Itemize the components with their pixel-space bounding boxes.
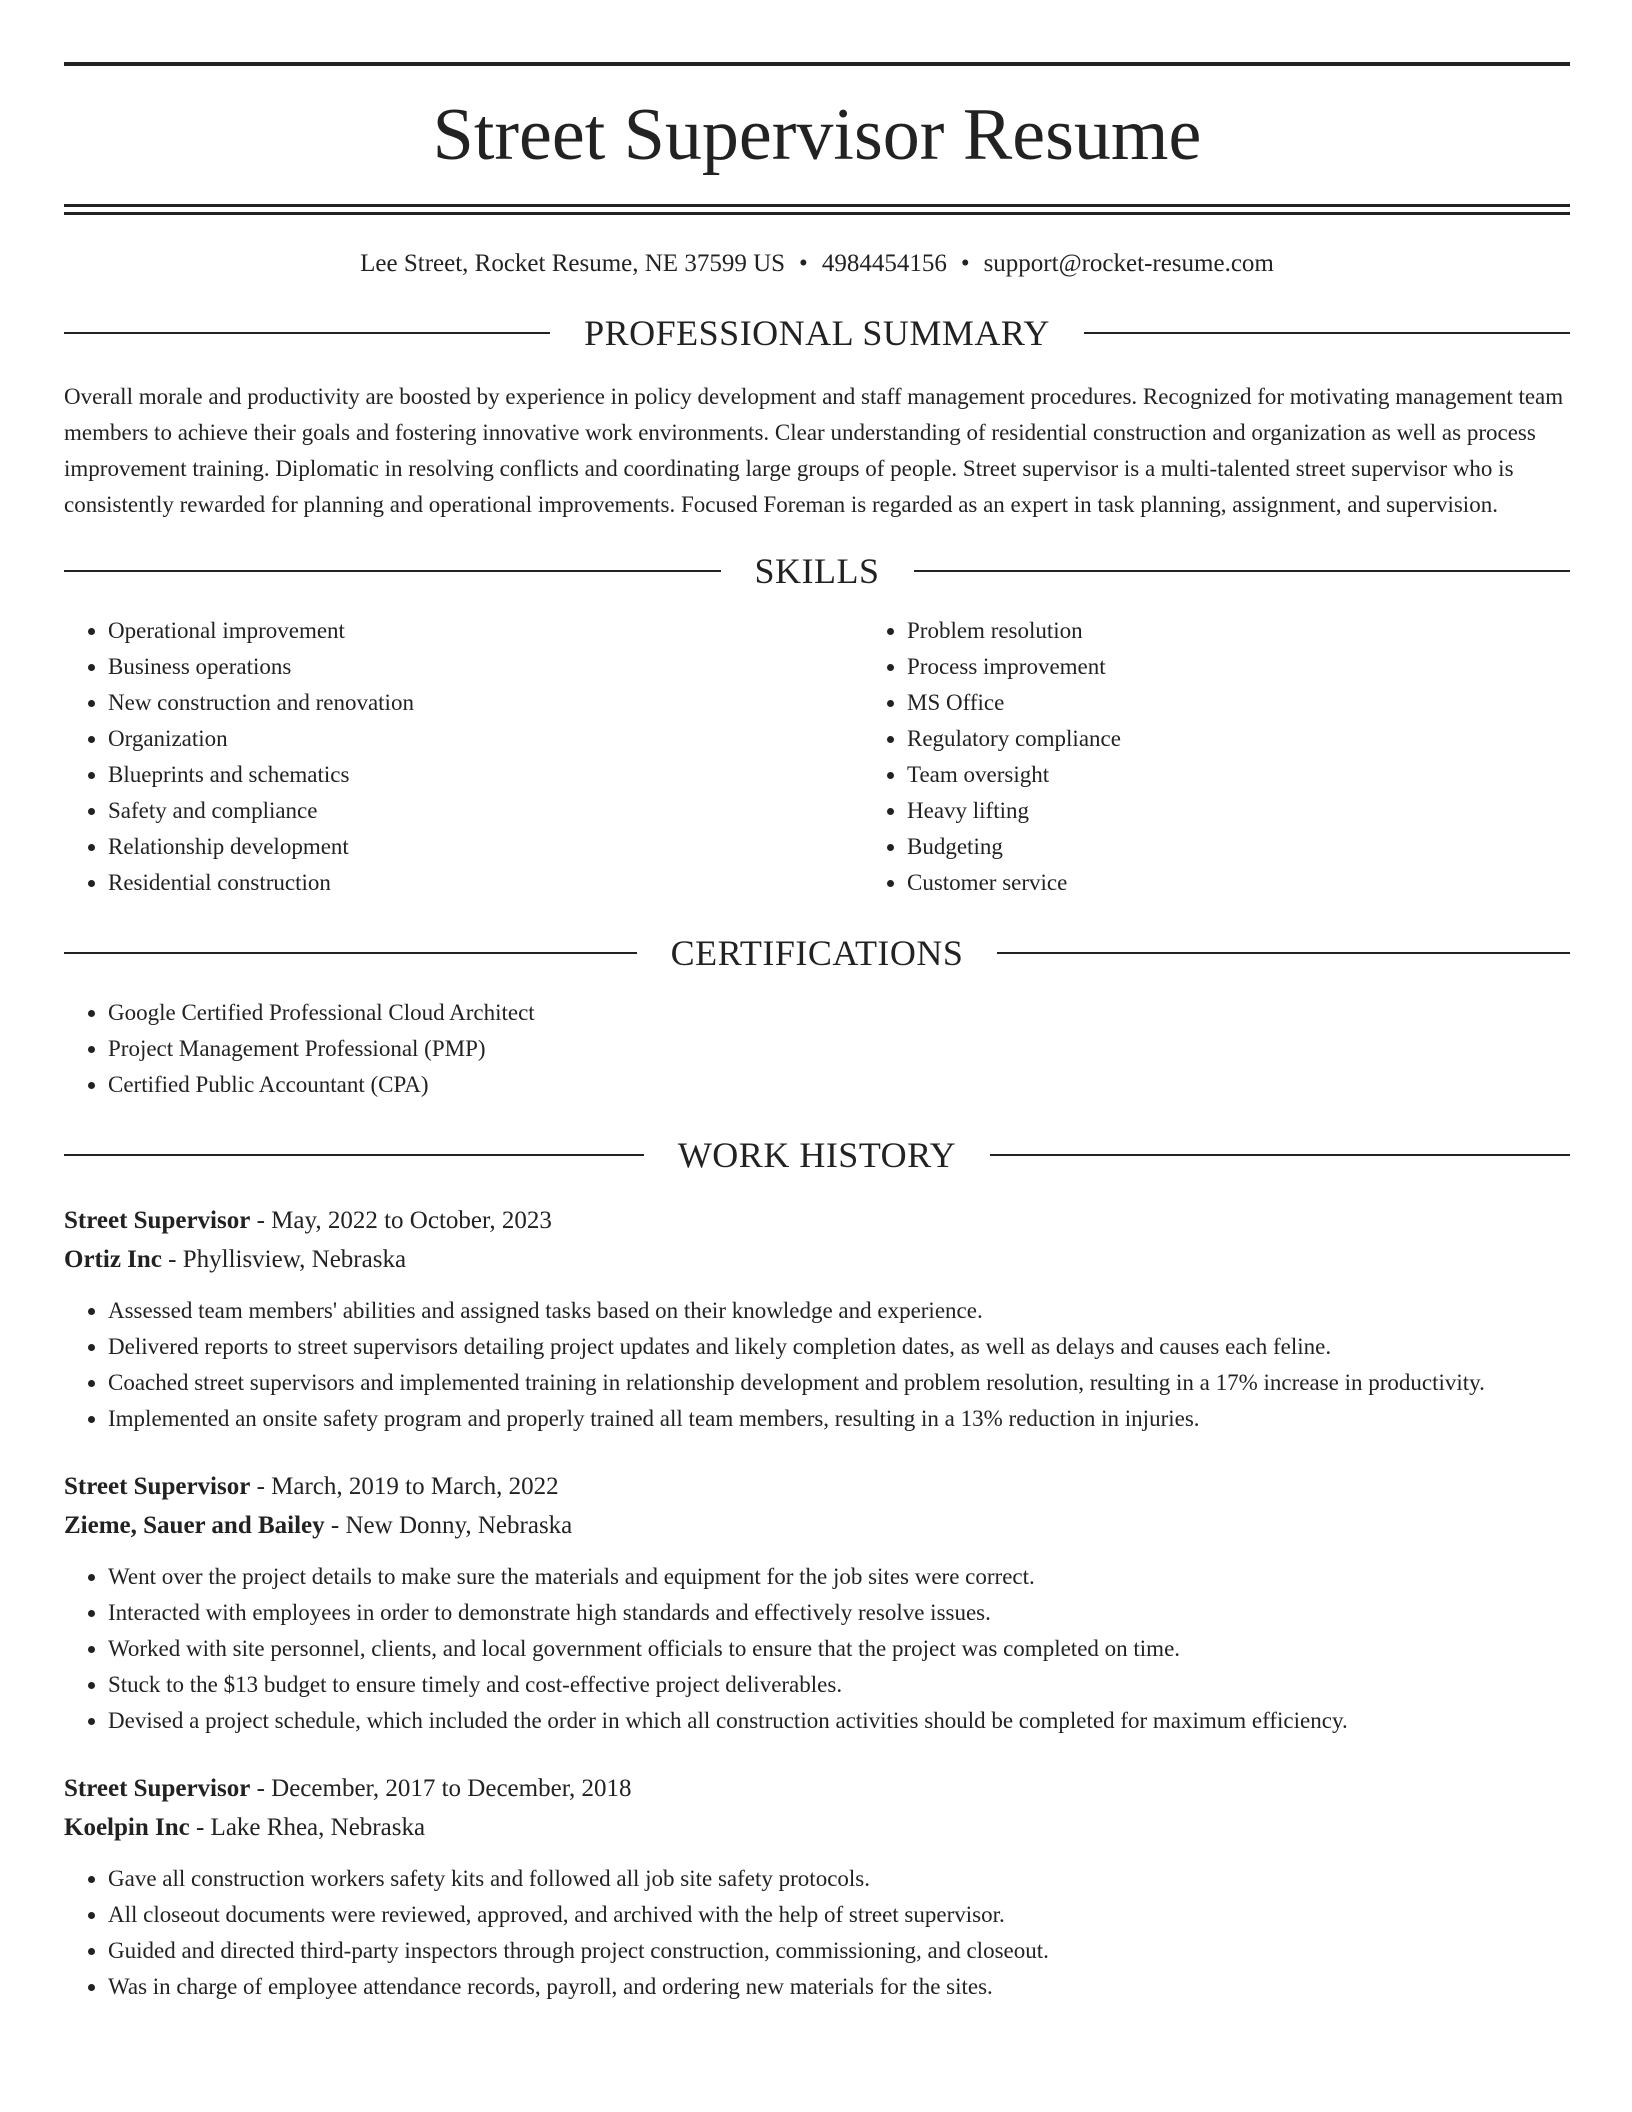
job-bullets xyxy=(64,1861,1570,2005)
job-bullet: • Was in charge of employee attendance records, payroll, and ordering new materials for the sites. xyxy=(108,1969,1570,2005)
job-role: Street Supervisor xyxy=(64,1207,251,1234)
summary-text: Overall morale and productivity are boosted by experience in policy development and staff management procedures. Recognized for motivating management team members to achieve their goals and fostering innovative work environments. Clear understanding of residential construction and organization as well as process improvement training. Diplomatic in resolving conflicts and coordinating large groups of people. Street supervisor is a multi-talented street supervisor who is consistently rewarded for planning and operational improvements. Focused Foreman is regarded as an expert in task planning, assignment, and supervision. xyxy=(64,384,1564,517)
job-title-line xyxy=(64,1467,1570,1506)
skills-list-right xyxy=(861,613,1632,901)
divider-line xyxy=(997,952,1570,954)
skill-item: • Regulatory compliance xyxy=(907,721,1632,757)
title-double-rule xyxy=(64,204,1570,215)
skill-item: • Organization xyxy=(108,721,861,757)
section-title-summary: PROFESSIONAL SUMMARY xyxy=(584,313,1050,353)
job-bullet: • Coached street supervisors and implemented training in relationship development and problem resolution, resulting in a 17% increase in productivity. xyxy=(108,1365,1570,1401)
job-location: - Lake Rhea, Nebraska xyxy=(189,1814,426,1841)
skill-item: • New construction and renovation xyxy=(108,685,861,721)
job-company: Koelpin Inc xyxy=(64,1814,190,1841)
job-company-line xyxy=(64,1240,1570,1279)
divider-line xyxy=(64,952,637,954)
skill-item: • Problem resolution xyxy=(907,613,1632,649)
contact-separator: • xyxy=(799,250,808,277)
work-history xyxy=(64,1201,1570,2005)
job-dates: - December, 2017 to December, 2018 xyxy=(250,1775,632,1802)
skill-item: • Safety and compliance xyxy=(108,793,861,829)
skill-item: • Business operations xyxy=(108,649,861,685)
job-bullet: • Went over the project details to make sure the materials and equipment for the job sites were correct. xyxy=(108,1559,1570,1595)
job-company-line xyxy=(64,1808,1570,1847)
job-bullet: • All closeout documents were reviewed, approved, and archived with the help of street supervisor. xyxy=(108,1897,1570,1933)
certification-item: • Google Certified Professional Cloud Architect xyxy=(108,995,1570,1031)
job-title-line xyxy=(64,1769,1570,1808)
skill-item: • Customer service xyxy=(907,865,1632,901)
divider-line xyxy=(64,332,550,334)
job-company-line xyxy=(64,1506,1570,1545)
section-header-certifications xyxy=(64,935,1570,971)
section-header-work xyxy=(64,1137,1570,1173)
job-dates: - March, 2019 to March, 2022 xyxy=(250,1473,559,1500)
job-bullet: • Stuck to the $13 budget to ensure timely and cost-effective project deliverables. xyxy=(108,1667,1570,1703)
contact-phone: 4984454156 xyxy=(821,250,947,277)
divider-line xyxy=(990,1154,1570,1156)
section-title-skills: SKILLS xyxy=(754,551,880,591)
skills-list-left xyxy=(64,613,861,901)
job-location: - New Donny, Nebraska xyxy=(324,1512,573,1539)
job-bullets xyxy=(64,1293,1570,1437)
job-bullet: • Gave all construction workers safety kits and followed all job site safety protocols. xyxy=(108,1861,1570,1897)
section-header-summary xyxy=(64,315,1570,351)
job-bullets xyxy=(64,1559,1570,1739)
contact-email: support@rocket-resume.com xyxy=(983,250,1274,277)
skill-item: • Team oversight xyxy=(907,757,1632,793)
job-title-line xyxy=(64,1201,1570,1240)
job-entry xyxy=(64,1769,1570,2005)
divider-line xyxy=(1084,332,1570,334)
skill-item: • Process improvement xyxy=(907,649,1632,685)
job-entry xyxy=(64,1201,1570,1437)
skill-item: • Operational improvement xyxy=(108,613,861,649)
job-bullet: • Implemented an onsite safety program and properly trained all team members, resulting in a 13% reduction in injuries. xyxy=(108,1401,1570,1437)
section-title-certifications: CERTIFICATIONS xyxy=(670,933,964,973)
job-bullet: • Assessed team members' abilities and assigned tasks based on their knowledge and experience. xyxy=(108,1293,1570,1329)
certification-item: • Certified Public Accountant (CPA) xyxy=(108,1067,1570,1103)
divider-line xyxy=(64,1154,644,1156)
divider-line xyxy=(914,570,1571,572)
section-header-skills xyxy=(64,553,1570,589)
divider-line xyxy=(64,570,721,572)
skills-columns xyxy=(64,589,1570,901)
section-title-work: WORK HISTORY xyxy=(677,1135,957,1175)
contact-address: Lee Street, Rocket Resume, NE 37599 US xyxy=(360,250,786,277)
skill-item: • Blueprints and schematics xyxy=(108,757,861,793)
skill-item: • Heavy lifting xyxy=(907,793,1632,829)
job-location: - Phyllisview, Nebraska xyxy=(161,1246,407,1273)
job-company: Zieme, Sauer and Bailey xyxy=(64,1512,325,1539)
resume-page xyxy=(64,62,1570,2005)
skill-item: • Residential construction xyxy=(108,865,861,901)
skill-item: • Relationship development xyxy=(108,829,861,865)
job-dates: - May, 2022 to October, 2023 xyxy=(250,1207,552,1234)
certification-item: • Project Management Professional (PMP) xyxy=(108,1031,1570,1067)
certifications-list xyxy=(64,995,1570,1103)
contact-separator: • xyxy=(960,250,970,277)
job-company: Ortiz Inc xyxy=(64,1246,162,1273)
job-entry xyxy=(64,1467,1570,1739)
job-bullet: • Interacted with employees in order to demonstrate high standards and effectively resolve issues. xyxy=(108,1595,1570,1631)
job-role: Street Supervisor xyxy=(64,1473,251,1500)
page-title: Street Supervisor Resume xyxy=(432,94,1202,176)
job-bullet: • Worked with site personnel, clients, and local government officials to ensure that the project was completed on time. xyxy=(108,1631,1570,1667)
job-role: Street Supervisor xyxy=(64,1775,251,1802)
skill-item: • Budgeting xyxy=(907,829,1632,865)
skill-item: • MS Office xyxy=(907,685,1632,721)
job-bullet: • Guided and directed third-party inspectors through project construction, commissioning, and closeout. xyxy=(108,1933,1570,1969)
job-bullet: • Devised a project schedule, which included the order in which all construction activities should be completed for maximum efficiency. xyxy=(108,1703,1570,1739)
contact-line xyxy=(64,249,1570,279)
top-rule xyxy=(64,62,1570,66)
job-bullet: • Delivered reports to street supervisors detailing project updates and likely completion dates, as well as delays and causes each feline. xyxy=(108,1329,1570,1365)
